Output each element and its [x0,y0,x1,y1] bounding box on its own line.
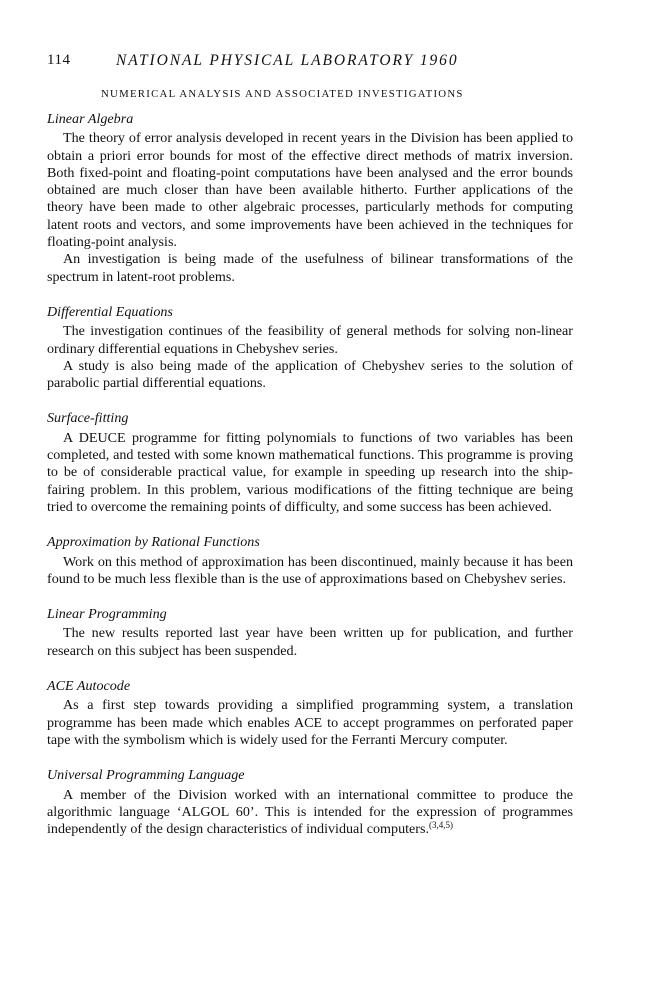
paragraph: An investigation is being made of the usefulness of bilinear transformations of the spectrum in latent-root problems. [47,251,573,285]
paragraph: As a first step towards providing a simplified programming system, a translation programme has been made which enables ACE to accept programmes on perforated paper tape with the symbolism which is widely used for the Ferranti Mercury computer. [47,697,573,748]
paragraph: The new results reported last year have been written up for publication, and further research on this subject has been suspended. [47,625,573,659]
subsection-ace-autocode [47,678,573,749]
paragraph: A DEUCE programme for fitting polynomials to functions of two variables has been completed, and tested with some known mathematical functions. This programme is proving to be of considerable practical value, for example in speeding up research into the ship-fairing problem. In this problem, various modifications of the fitting technique are being tried to overcome the remaining points of difficulty, and some success has been achieved. [47,429,573,515]
subsection-surface-fitting [47,410,573,516]
subsection-differential-equations [47,304,573,392]
subsection-rational-approximation [47,534,573,588]
subsection-heading: ACE Autocode [47,678,131,695]
subsection-heading: Surface-fitting [47,410,129,427]
body-text [47,111,573,838]
paragraph [47,787,573,839]
paragraph: The theory of error analysis developed in recent years in the Division has been applied to obtain a priori error bounds for most of the effective direct methods of matrix inversion. Both fixed-point and floating-point computations have been analysed and the error bounds obtained are much closer than have been available hitherto. Further applications of the theory have been made to other algebraic processes, particularly methods for computing latent roots and vectors, and some improvements have been achieved in the techniques for floating-point analysis. [47,130,573,251]
subsection-universal-programming-language [47,767,573,838]
section-title: NUMERICAL ANALYSIS AND ASSOCIATED INVESTIGATIONS [101,88,464,100]
reference-marks: (3,4,5) [428,820,453,831]
running-title: NATIONAL PHYSICAL LABORATORY 1960 [116,52,459,69]
subsection-linear-algebra [47,111,573,286]
running-head [47,52,607,78]
subsection-heading: Differential Equations [47,303,173,320]
subsection-linear-programming [47,606,573,660]
subsection-heading: Approximation by Rational Functions [47,534,260,551]
subsection-heading: Universal Programming Language [47,767,245,784]
paragraph: A study is also being made of the application of Chebyshev series to the solution of parabolic partial differential equations. [47,357,573,392]
subsection-heading: Linear Algebra [47,111,134,127]
subsection-heading: Linear Programming [47,606,167,623]
paragraph-text: A member of the Division worked with an international committee to produce the algorithmic language ‘ALGOL 60’. This is intended for the expression of programmes independently of the design characteristics of individual computers. [47,786,573,838]
paragraph: Work on this method of approximation has been discontinued, mainly because it has been found to be much less flexible than is the use of approximations based on Chebyshev series. [47,553,573,587]
page-number: 114 [47,52,71,68]
paragraph: The investigation continues of the feasibility of general methods for solving non-linear ordinary differential equations in Chebyshev series. [47,323,573,357]
